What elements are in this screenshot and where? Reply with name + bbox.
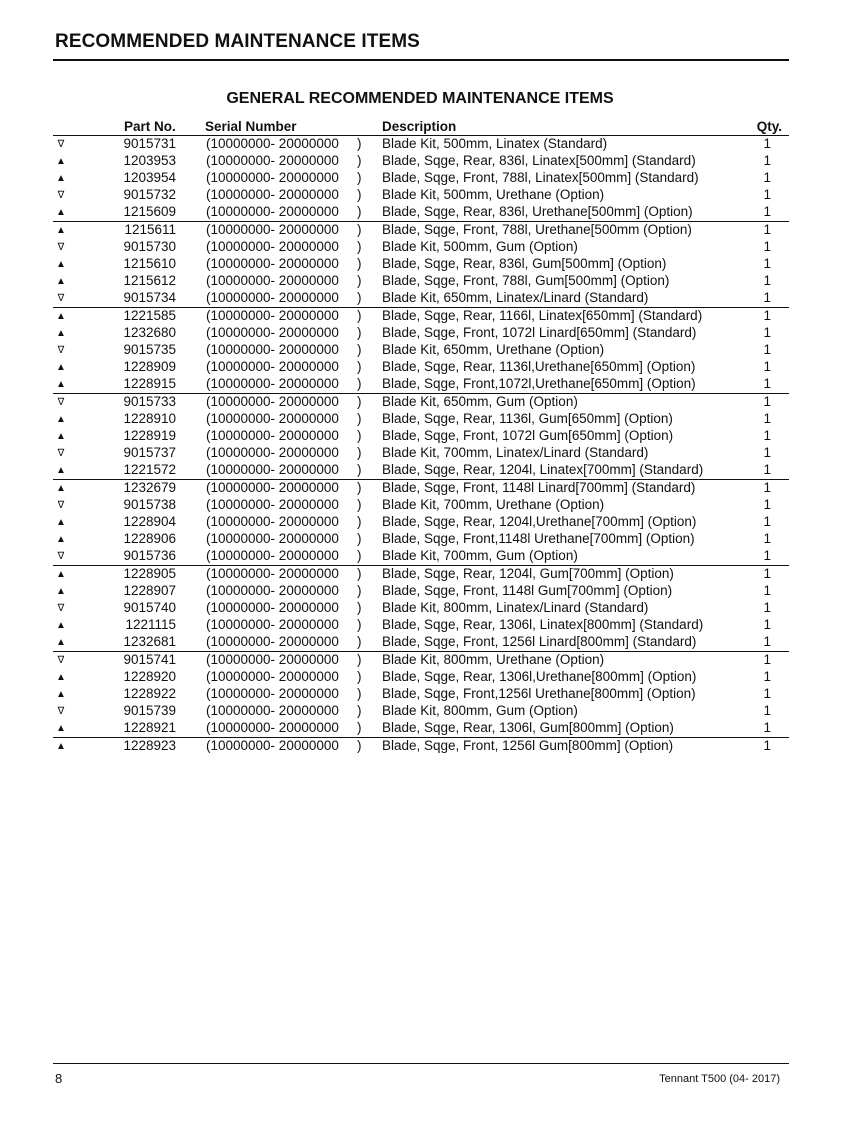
table-row	[53, 325, 789, 342]
row-marker-icon: ▲	[56, 156, 66, 167]
table-row	[53, 617, 789, 634]
row-marker-icon: ∇	[57, 551, 65, 562]
description: Blade, Sqge, Rear, 1306l,Urethane[800mm] (Option)	[382, 669, 697, 684]
part-number: 9015731	[123, 136, 176, 151]
part-number: 1215611	[124, 222, 176, 237]
quantity: 1	[763, 308, 771, 323]
part-number: 1232680	[123, 325, 176, 340]
description: Blade, Sqge, Rear, 1306l, Gum[800mm] (Option)	[382, 720, 674, 735]
table-row	[53, 256, 789, 273]
description: Blade, Sqge, Front, 1256l Linard[800mm] (Standard)	[382, 634, 697, 649]
table-row	[53, 239, 789, 256]
serial-range-close: )	[357, 394, 362, 409]
serial-range-close: )	[357, 411, 362, 426]
serial-range-close: )	[357, 686, 362, 701]
serial-range-close: )	[357, 617, 362, 632]
part-number: 1228905	[123, 566, 176, 581]
serial-range: (10000000- 20000000	[206, 204, 339, 219]
serial-range: (10000000- 20000000	[206, 239, 339, 254]
row-marker-icon: ▲	[56, 534, 66, 545]
serial-range: (10000000- 20000000	[206, 669, 339, 684]
part-number: 1215610	[123, 256, 176, 271]
quantity: 1	[763, 325, 771, 340]
quantity: 1	[763, 411, 771, 426]
document-id: Tennant T500 (04- 2017)	[659, 1073, 780, 1085]
table-row	[53, 703, 789, 720]
serial-range: (10000000- 20000000	[206, 720, 339, 735]
description: Blade Kit, 650mm, Gum (Option)	[382, 394, 578, 409]
quantity: 1	[763, 204, 771, 219]
description: Blade, Sqge, Front, 1148l Gum[700mm] (Option)	[382, 583, 673, 598]
quantity: 1	[763, 703, 771, 718]
part-number: 1228910	[123, 411, 176, 426]
serial-range-close: )	[357, 566, 362, 581]
part-number: 1228915	[123, 376, 176, 391]
quantity: 1	[763, 583, 771, 598]
description: Blade, Sqge, Front,1072l,Urethane[650mm] (Option)	[382, 376, 696, 391]
row-marker-icon: ▲	[56, 465, 66, 476]
quantity: 1	[763, 273, 771, 288]
description: Blade, Sqge, Rear, 836l, Gum[500mm] (Option)	[382, 256, 667, 271]
serial-range: (10000000- 20000000	[206, 170, 339, 185]
description: Blade Kit, 800mm, Linatex/Linard (Standard)	[382, 600, 649, 615]
quantity: 1	[763, 376, 771, 391]
serial-range-close: )	[357, 445, 362, 460]
part-number: 1215612	[123, 273, 176, 288]
table-row	[53, 548, 789, 565]
row-marker-icon: ∇	[57, 706, 65, 717]
row-marker-icon: ▲	[56, 689, 66, 700]
table-row	[53, 462, 789, 479]
row-marker-icon: ∇	[57, 139, 65, 150]
quantity: 1	[763, 497, 771, 512]
part-number: 9015734	[123, 290, 176, 305]
description: Blade, Sqge, Rear, 1166l, Linatex[650mm] (Standard)	[382, 308, 703, 323]
quantity: 1	[763, 566, 771, 581]
part-number: 9015732	[123, 187, 176, 202]
bottom-divider	[53, 1063, 789, 1064]
header-description: Description	[382, 119, 457, 134]
part-number: 9015730	[123, 239, 176, 254]
row-marker-icon: ∇	[57, 397, 65, 408]
quantity: 1	[763, 136, 771, 151]
row-marker-icon: ▲	[56, 379, 66, 390]
quantity: 1	[763, 480, 771, 495]
part-number: 1221115	[125, 617, 176, 632]
serial-range-close: )	[357, 273, 362, 288]
serial-range: (10000000- 20000000	[206, 548, 339, 563]
serial-range-close: )	[357, 548, 362, 563]
serial-range: (10000000- 20000000	[206, 738, 339, 753]
serial-range: (10000000- 20000000	[206, 136, 339, 151]
description: Blade Kit, 800mm, Gum (Option)	[382, 703, 578, 718]
serial-range: (10000000- 20000000	[206, 273, 339, 288]
row-marker-icon: ▲	[56, 741, 66, 752]
table-row	[53, 153, 789, 170]
serial-range-close: )	[357, 480, 362, 495]
part-number: 9015737	[123, 445, 176, 460]
row-marker-icon: ▲	[56, 672, 66, 683]
row-marker-icon: ∇	[57, 345, 65, 356]
quantity: 1	[763, 256, 771, 271]
table-row	[53, 135, 789, 153]
table-row	[53, 307, 789, 325]
description: Blade Kit, 650mm, Urethane (Option)	[382, 342, 605, 357]
serial-range: (10000000- 20000000	[206, 686, 339, 701]
part-number: 9015735	[123, 342, 176, 357]
row-marker-icon: ▲	[56, 586, 66, 597]
row-marker-icon: ∇	[57, 500, 65, 511]
row-marker-icon: ▲	[56, 637, 66, 648]
parts-table	[53, 118, 789, 755]
part-number: 1203953	[123, 153, 176, 168]
part-number: 1221585	[123, 308, 176, 323]
row-marker-icon: ▲	[56, 259, 66, 270]
header-part-no: Part No.	[124, 119, 176, 134]
part-number: 1228922	[123, 686, 176, 701]
serial-range: (10000000- 20000000	[206, 480, 339, 495]
table-body	[53, 135, 789, 755]
quantity: 1	[763, 445, 771, 460]
serial-range-close: )	[357, 669, 362, 684]
serial-range-close: )	[357, 359, 362, 374]
part-number: 1215609	[123, 204, 176, 219]
row-marker-icon: ▲	[56, 276, 66, 287]
description: Blade, Sqge, Front, 1072l Linard[650mm] (Standard)	[382, 325, 697, 340]
description: Blade, Sqge, Rear, 1204l,Urethane[700mm] (Option)	[382, 514, 697, 529]
serial-range: (10000000- 20000000	[206, 634, 339, 649]
description: Blade, Sqge, Rear, 1306l, Linatex[800mm] (Standard)	[382, 617, 704, 632]
description: Blade Kit, 800mm, Urethane (Option)	[382, 652, 605, 667]
table-row	[53, 583, 789, 600]
table-row	[53, 720, 789, 737]
serial-range-close: )	[357, 222, 362, 237]
serial-range: (10000000- 20000000	[206, 222, 339, 237]
table-row	[53, 445, 789, 462]
serial-range: (10000000- 20000000	[206, 583, 339, 598]
serial-range-close: )	[357, 308, 362, 323]
quantity: 1	[763, 342, 771, 357]
table-row	[53, 737, 789, 755]
quantity: 1	[763, 514, 771, 529]
serial-range: (10000000- 20000000	[206, 531, 339, 546]
serial-range: (10000000- 20000000	[206, 308, 339, 323]
serial-range-close: )	[357, 720, 362, 735]
description: Blade, Sqge, Front, 788l, Urethane[500mm (Option)	[382, 222, 692, 237]
description: Blade, Sqge, Front, 788l, Gum[500mm] (Option)	[382, 273, 670, 288]
table-row	[53, 411, 789, 428]
quantity: 1	[763, 531, 771, 546]
description: Blade, Sqge, Rear, 836l, Linatex[500mm] (Standard)	[382, 153, 696, 168]
serial-range: (10000000- 20000000	[206, 411, 339, 426]
part-number: 9015736	[123, 548, 176, 563]
serial-range-close: )	[357, 652, 362, 667]
quantity: 1	[763, 239, 771, 254]
row-marker-icon: ∇	[57, 448, 65, 459]
table-row	[53, 669, 789, 686]
serial-range: (10000000- 20000000	[206, 256, 339, 271]
table-row	[53, 686, 789, 703]
description: Blade, Sqge, Rear, 1204l, Linatex[700mm] (Standard)	[382, 462, 704, 477]
description: Blade Kit, 700mm, Linatex/Linard (Standard)	[382, 445, 649, 460]
serial-range: (10000000- 20000000	[206, 290, 339, 305]
serial-range-close: )	[357, 342, 362, 357]
row-marker-icon: ▲	[56, 311, 66, 322]
serial-range: (10000000- 20000000	[206, 652, 339, 667]
description: Blade Kit, 700mm, Gum (Option)	[382, 548, 578, 563]
page-title: RECOMMENDED MAINTENANCE ITEMS	[55, 31, 420, 52]
part-number: 1228906	[123, 531, 176, 546]
part-number: 1228904	[123, 514, 176, 529]
row-marker-icon: ▲	[56, 328, 66, 339]
row-marker-icon: ▲	[56, 723, 66, 734]
row-marker-icon: ∇	[57, 190, 65, 201]
row-marker-icon: ▲	[56, 362, 66, 373]
table-row	[53, 359, 789, 376]
serial-range-close: )	[357, 239, 362, 254]
serial-range-close: )	[357, 187, 362, 202]
part-number: 9015741	[123, 652, 176, 667]
quantity: 1	[763, 428, 771, 443]
table-row	[53, 565, 789, 583]
serial-range-close: )	[357, 497, 362, 512]
table-row	[53, 170, 789, 187]
serial-range: (10000000- 20000000	[206, 394, 339, 409]
serial-range-close: )	[357, 600, 362, 615]
serial-range-close: )	[357, 462, 362, 477]
row-marker-icon: ▲	[56, 414, 66, 425]
part-number: 1228919	[123, 428, 176, 443]
row-marker-icon: ∇	[57, 603, 65, 614]
part-number: 9015733	[123, 394, 176, 409]
quantity: 1	[763, 652, 771, 667]
quantity: 1	[763, 686, 771, 701]
serial-range-close: )	[357, 583, 362, 598]
description: Blade, Sqge, Front, 788l, Linatex[500mm] (Standard)	[382, 170, 699, 185]
serial-range-close: )	[357, 531, 362, 546]
table-row	[53, 204, 789, 221]
table-row	[53, 342, 789, 359]
table-row	[53, 600, 789, 617]
row-marker-icon: ▲	[56, 225, 66, 236]
table-row	[53, 497, 789, 514]
quantity: 1	[763, 617, 771, 632]
serial-range-close: )	[357, 170, 362, 185]
table-row	[53, 428, 789, 445]
part-number: 1221572	[123, 462, 176, 477]
serial-range-close: )	[357, 634, 362, 649]
quantity: 1	[763, 394, 771, 409]
description: Blade, Sqge, Front, 1256l Gum[800mm] (Option)	[382, 738, 674, 753]
serial-range-close: )	[357, 514, 362, 529]
table-row	[53, 479, 789, 497]
serial-range: (10000000- 20000000	[206, 359, 339, 374]
part-number: 1232681	[123, 634, 176, 649]
row-marker-icon: ∇	[57, 242, 65, 253]
serial-range: (10000000- 20000000	[206, 566, 339, 581]
row-marker-icon: ▲	[56, 483, 66, 494]
part-number: 1228907	[123, 583, 176, 598]
description: Blade, Sqge, Front,1256l Urethane[800mm] (Option)	[382, 686, 696, 701]
description: Blade Kit, 650mm, Linatex/Linard (Standard)	[382, 290, 649, 305]
part-number: 9015739	[123, 703, 176, 718]
table-row	[53, 634, 789, 651]
description: Blade, Sqge, Rear, 836l, Urethane[500mm] (Option)	[382, 204, 693, 219]
serial-range: (10000000- 20000000	[206, 617, 339, 632]
description: Blade, Sqge, Front, 1072l Gum[650mm] (Option)	[382, 428, 674, 443]
quantity: 1	[763, 634, 771, 649]
part-number: 9015740	[123, 600, 176, 615]
table-row	[53, 393, 789, 411]
quantity: 1	[763, 548, 771, 563]
table-row	[53, 514, 789, 531]
row-marker-icon: ▲	[56, 620, 66, 631]
quantity: 1	[763, 600, 771, 615]
serial-range-close: )	[357, 136, 362, 151]
serial-range: (10000000- 20000000	[206, 187, 339, 202]
serial-range: (10000000- 20000000	[206, 600, 339, 615]
row-marker-icon: ▲	[56, 517, 66, 528]
part-number: 1228909	[123, 359, 176, 374]
quantity: 1	[763, 738, 771, 753]
serial-range-close: )	[357, 290, 362, 305]
serial-range: (10000000- 20000000	[206, 514, 339, 529]
serial-range: (10000000- 20000000	[206, 462, 339, 477]
serial-range: (10000000- 20000000	[206, 153, 339, 168]
quantity: 1	[763, 720, 771, 735]
table-header	[53, 118, 789, 135]
row-marker-icon: ▲	[56, 569, 66, 580]
serial-range: (10000000- 20000000	[206, 376, 339, 391]
description: Blade, Sqge, Rear, 1204l, Gum[700mm] (Option)	[382, 566, 674, 581]
serial-range: (10000000- 20000000	[206, 342, 339, 357]
quantity: 1	[763, 222, 771, 237]
top-divider	[53, 59, 789, 61]
serial-range: (10000000- 20000000	[206, 445, 339, 460]
description: Blade Kit, 700mm, Urethane (Option)	[382, 497, 605, 512]
table-row	[53, 531, 789, 548]
description: Blade Kit, 500mm, Linatex (Standard)	[382, 136, 608, 151]
serial-range-close: )	[357, 325, 362, 340]
table-row	[53, 290, 789, 307]
description: Blade Kit, 500mm, Urethane (Option)	[382, 187, 605, 202]
row-marker-icon: ▲	[56, 173, 66, 184]
table-row	[53, 273, 789, 290]
part-number: 1228920	[123, 669, 176, 684]
serial-range: (10000000- 20000000	[206, 703, 339, 718]
description: Blade Kit, 500mm, Gum (Option)	[382, 239, 578, 254]
quantity: 1	[763, 462, 771, 477]
quantity: 1	[763, 669, 771, 684]
description: Blade, Sqge, Rear, 1136l,Urethane[650mm] (Option)	[382, 359, 696, 374]
part-number: 1232679	[123, 480, 176, 495]
serial-range-close: )	[357, 428, 362, 443]
row-marker-icon: ▲	[56, 207, 66, 218]
table-row	[53, 376, 789, 393]
section-title: GENERAL RECOMMENDED MAINTENANCE ITEMS	[226, 90, 614, 107]
quantity: 1	[763, 170, 771, 185]
description: Blade, Sqge, Front, 1148l Linard[700mm] (Standard)	[382, 480, 696, 495]
row-marker-icon: ▲	[56, 431, 66, 442]
row-marker-icon: ∇	[57, 655, 65, 666]
serial-range-close: )	[357, 256, 362, 271]
serial-range-close: )	[357, 738, 362, 753]
header-serial-number: Serial Number	[205, 119, 297, 134]
part-number: 1228923	[123, 738, 176, 753]
quantity: 1	[763, 153, 771, 168]
header-qty: Qty.	[756, 119, 782, 134]
serial-range-close: )	[357, 376, 362, 391]
serial-range: (10000000- 20000000	[206, 497, 339, 512]
description: Blade, Sqge, Front,1148l Urethane[700mm] (Option)	[382, 531, 695, 546]
part-number: 1228921	[123, 720, 176, 735]
part-number: 1203954	[123, 170, 176, 185]
serial-range-close: )	[357, 204, 362, 219]
page-number: 8	[55, 1071, 63, 1086]
table-row	[53, 221, 789, 239]
quantity: 1	[763, 359, 771, 374]
serial-range-close: )	[357, 153, 362, 168]
quantity: 1	[763, 290, 771, 305]
description: Blade, Sqge, Rear, 1136l, Gum[650mm] (Option)	[382, 411, 673, 426]
serial-range: (10000000- 20000000	[206, 428, 339, 443]
table-row	[53, 651, 789, 669]
part-number: 9015738	[123, 497, 176, 512]
row-marker-icon: ∇	[57, 293, 65, 304]
quantity: 1	[763, 187, 771, 202]
table-row	[53, 187, 789, 204]
serial-range: (10000000- 20000000	[206, 325, 339, 340]
serial-range-close: )	[357, 703, 362, 718]
